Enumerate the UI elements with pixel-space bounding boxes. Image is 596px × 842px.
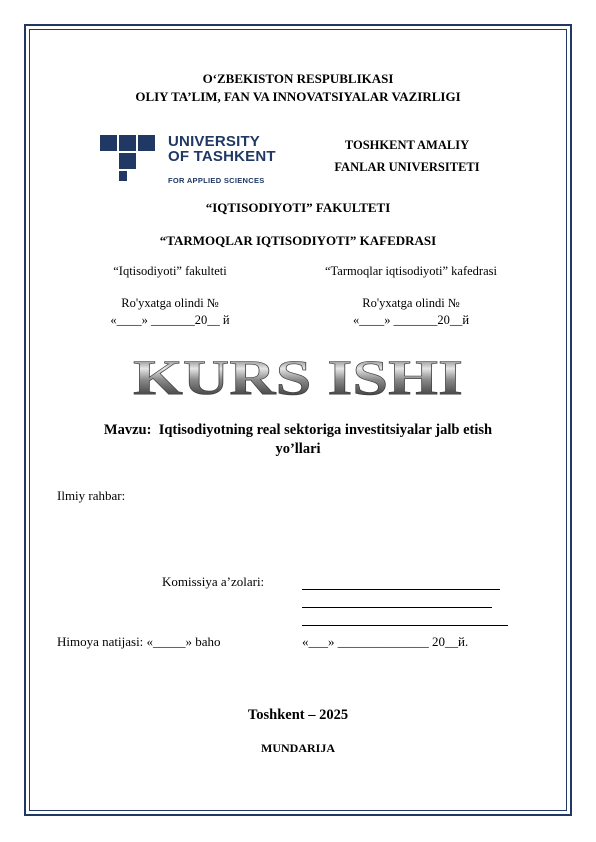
topic-text-1: Iqtisodiyotning real sektoriga investitsiyalar jalb etish xyxy=(158,422,493,438)
topic-label: Mavzu: xyxy=(103,422,152,438)
city-year: Toshkent – 2025 xyxy=(247,707,349,723)
university-logo-icon xyxy=(100,133,162,183)
commission-line-2 xyxy=(302,607,492,608)
logo-line-2: OF TASHKENT xyxy=(168,148,276,165)
right-registration-date: «____» _______20__й xyxy=(352,313,470,327)
right-department-label: “Tarmoqlar iqtisodiyoti” kafedrasi xyxy=(325,264,497,278)
defense-result-label: Himoya natijasi: «_____» baho xyxy=(57,634,221,649)
commission-line-3 xyxy=(302,625,508,626)
topic-line-1 xyxy=(0,423,596,438)
right-registration-label: Ro'yxatga olindi № xyxy=(362,296,460,310)
defense-date: «___» ______________ 20__й. xyxy=(302,634,469,649)
faculty-title: “IQTISODIYOTI” FAKULTETI xyxy=(205,200,391,215)
left-faculty-label: “Iqtisodiyoti” fakulteti xyxy=(113,264,227,278)
contents-heading: MUNDARIJA xyxy=(261,741,335,755)
commission-line-1 xyxy=(302,589,500,590)
left-registration-label: Ro'yxatga olindi № xyxy=(121,296,219,310)
work-type-title xyxy=(100,352,496,400)
logo-line-3: FOR APPLIED SCIENCES xyxy=(168,176,265,185)
svg-text:KURS ISHI: KURS ISHI xyxy=(133,352,463,400)
university-name-line-2: FANLAR UNIVERSITETI xyxy=(334,160,480,174)
university-logo-text xyxy=(168,134,276,185)
ministry-title: OLIY TA’LIM, FAN VA INNOVATSIYALAR VAZIRLIGI xyxy=(135,89,461,104)
supervisor-label: Ilmiy rahbar: xyxy=(57,488,126,503)
university-name-line-1: TOSHKENT AMALIY xyxy=(344,138,470,152)
logo-line-1: UNIVERSITY xyxy=(168,133,261,150)
left-registration-date: «____» _______20__ й xyxy=(110,313,230,327)
topic-line-2: yo’llari xyxy=(275,441,321,457)
country-title: O‘ZBEKISTON RESPUBLIKASI xyxy=(202,71,394,86)
department-title: “TARMOQLAR IQTISODIYOTI” KAFEDRASI xyxy=(159,233,437,248)
commission-label: Komissiya a’zolari: xyxy=(162,574,265,589)
